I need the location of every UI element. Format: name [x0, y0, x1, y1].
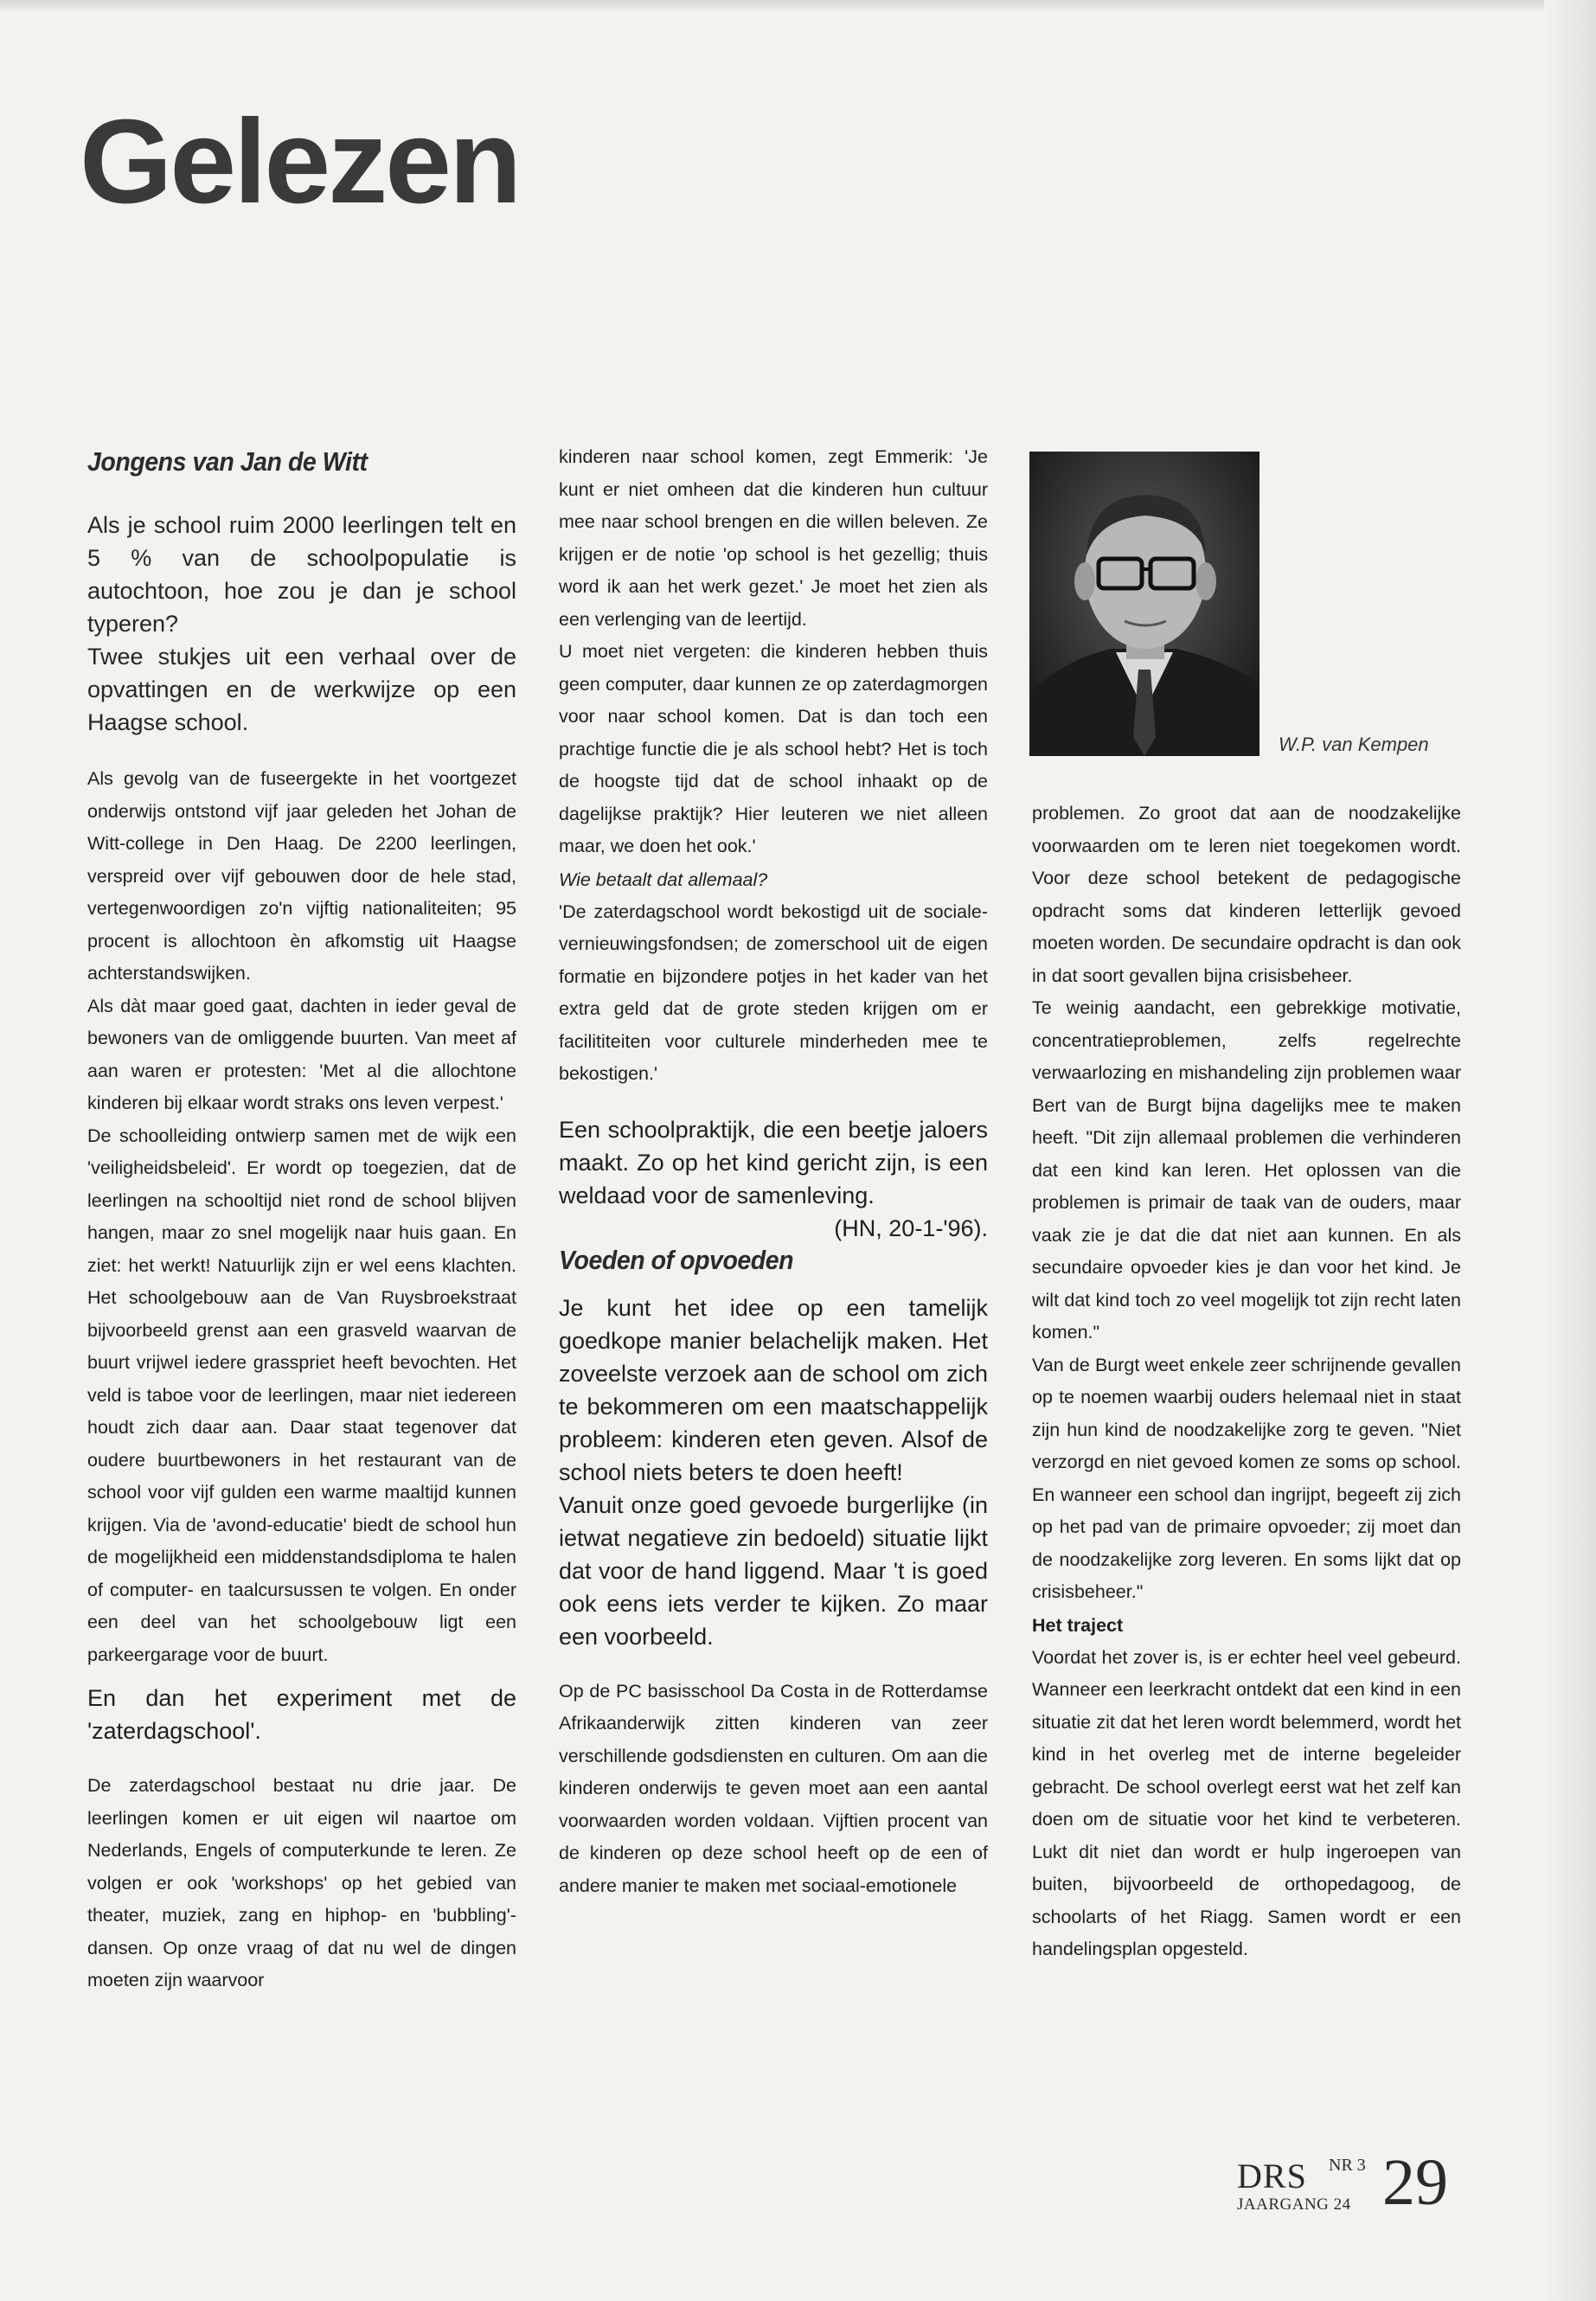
- body-paragraph: Van de Burgt weet enkele zeer schrijnende gevallen op te noemen waarbij ouders helemaal niet in staat zijn hun kind de noodzakelijke zorg te geven. "Niet verzorgd en niet gevoed komen ze soms op school. En wanneer een school dan ingrijpt, begeeft zij zich op het pad van de primaire opvoeder; zij moet dan de noodzakelijke zorg leveren. En soms lijkt dat op crisisbeheer.": [1032, 1354, 1461, 1602]
- portrait-photo: [1029, 452, 1259, 756]
- body-paragraph: kinderen naar school komen, zegt Emmerik: 'Je kunt er niet omheen dat die kinderen hun cultuur mee naar school brengen en die willen beleven. Ze krijgen er de notie 'op school is het gezellig; thuis word ik aan het werk gezet.' Je moet het zien als een verlenging van de leertijd.: [559, 446, 988, 630]
- volume-label: JAARGANG 24: [1237, 2195, 1351, 2214]
- body-paragraph: Op de PC basisschool Da Costa in de Rotterdamse Afrikaanderwijk zitten kinderen van zeer verschillende godsdiensten en culturen. Om aan die kinderen onderwijs te geven moet aan een aantal voorwaarden worden voldaan. Vijftien procent van de kinderen op deze school heeft op de een of andere manier te maken met sociaal-emotionele: [559, 1680, 988, 1896]
- column-2: [559, 441, 988, 1902]
- lede-paragraph: Twee stukjes uit een verhaal over de opvattingen en de werkwijze op een Haagse school.: [87, 644, 516, 735]
- body-paragraph: De zaterdagschool bestaat nu drie jaar. De leerlingen komen er uit eigen wil naartoe om Nederlands, Engels of computerkunde te leren. Ze volgen er ook 'workshops' op het gebied van theater, muziek, zang en hiphop- en 'bubbling'-dansen. Op onze vraag of dat nu wel de dingen moeten zijn waarvoor: [87, 1775, 516, 1990]
- portrait-image: [1029, 452, 1259, 756]
- subheading: Wie betaalt dat allemaal?: [559, 868, 768, 890]
- subheading: Het traject: [1032, 1614, 1124, 1636]
- page-edge: [0, 0, 1596, 12]
- closing-text: Een schoolpraktijk, die een beetje jaloers maakt. Zo op het kind gericht zijn, is een weldaad voor de samenleving.: [559, 1116, 988, 1208]
- body-paragraph: Te weinig aandacht, een gebrekkige motivatie, concentratieproblemen, zelfs regelrechte verwaarlozing en mishandeling zijn problemen waar Bert van de Burgt bijna dagelijks mee te maken heeft. "Dit zijn allemaal problemen die verhinderen dat een kind kan leren. Het oplossen van die problemen is primair de taak van de ouders, maar vaak zie je dat die dat niet aan kunnen. En als secundaire opvoeder kies je dan voor het kind. Je wilt dat kind toch zo veel mogelijk tot zijn recht laten komen.": [1032, 997, 1461, 1343]
- lede-paragraph: Als je school ruim 2000 leerlingen telt en 5 % van de schoolpopulatie is autochtoon, hoe zou je dan je school typeren?: [87, 512, 516, 637]
- column-1: [87, 438, 516, 1997]
- photo-caption: W.P. van Kempen: [1279, 734, 1429, 755]
- body-paragraph: De schoolleiding ontwierp samen met de wijk een 'veiligheidsbeleid'. Er wordt op toegezien, dat de leerlingen na schooltijd niet rond de school blijven hangen, maar zo snel mogelijk naar huis gaan. En ziet: het werkt! Natuurlijk zijn er wel eens klachten. Het schoolgebouw aan de Van Ruysbroekstraat bijvoorbeeld grenst aan een grasveld waarvan de buurt vrijwel iedere grasspriet heeft bevochten. Het veld is taboe voor de leerlingen, maar niet iedereen houdt zich daar aan. Daar staat tegenover dat oudere buurtbewoners in het restaurant van de school voor vijf gulden een warme maaltijd kunnen krijgen. Via de 'avond-educatie' biedt de school hun de mogelijkheid een middenstandsdiploma te halen of computer- en taalcursussen te volgen. En onder een deel van het schoolgebouw ligt een parkeergarage voor de buurt.: [87, 1125, 516, 1665]
- page-binding-shadow: [1544, 0, 1596, 2301]
- lede-paragraph: Je kunt het idee op een tamelijk goedkope manier belachelijk maken. Het zoveelste verzoek aan de school om zich te bekommeren om een maatschappelijk probleem: kinderen eten geven. Alsof de school niets beters te doen heeft!: [559, 1294, 988, 1485]
- lede-paragraph: Vanuit onze goed gevoede burgerlijke (in ietwat negatieve zin bedoeld) situatie lijkt dat voor de hand liggend. Maar 't is goed ook eens iets verder te kijken. Zo maar een voorbeeld.: [559, 1491, 988, 1650]
- article-title: Jongens van Jan de Witt: [87, 446, 368, 477]
- page-number: 29: [1382, 2146, 1448, 2219]
- body-paragraph: Als dàt maar goed gaat, dachten in ieder geval de bewoners van de omliggende buurten. Van meet af aan waren er protesten: 'Met al die allochtone kinderen bij elkaar wordt straks ons leven verpest.': [87, 995, 516, 1113]
- column-3: [1032, 798, 1461, 1966]
- article-title: Voeden of opvoeden: [559, 1244, 794, 1275]
- article-lede: [87, 509, 516, 739]
- closing-paragraph: [559, 1113, 988, 1241]
- page-footer: [1237, 2146, 1462, 2221]
- section-title: Gelezen: [80, 95, 520, 228]
- issue-number: NR 3: [1329, 2156, 1366, 2175]
- magazine-name: DRS: [1237, 2157, 1307, 2195]
- body-paragraph: 'De zaterdagschool wordt bekostigd uit de sociale-vernieuwingsfondsen; de zomerschool uit de eigen formatie en bijzondere potjes in het kader van het extra geld dat de grote steden krijgen om er facilititeiten voor culturele minderheden mee te bekostigen.': [559, 901, 988, 1084]
- body-paragraph: problemen. Zo groot dat aan de noodzakelijke voorwaarden om te leren niet toegekomen wordt. Voor deze school betekent de pedagogische opdracht soms dat kinderen letterlijk gevoed moeten worden. De secundaire opdracht is dan ook in dat soort gevallen bijna crisisbeheer.: [1032, 803, 1461, 986]
- body-paragraph: U moet niet vergeten: die kinderen hebben thuis geen computer, daar kunnen ze op zaterdagmorgen voor naar school komen. Dat is dan toch een prachtige functie die je als school hebt? Het is toch de hoogste tijd dat de school inhaakt op de dagelijkse praktijk? Hier leuteren we niet alleen maar, we doen het ook.': [559, 641, 988, 856]
- body-paragraph: Als gevolg van de fuseergekte in het voortgezet onderwijs ontstond vijf jaar geleden het Johan de Witt-college in Den Haag. De 2200 leerlingen, verspreid over vijf gebouwen door de hele stad, vertegenwoordigen zo'n vijftig nationaliteiten; 95 procent is allochtoon èn afkomstig uit Haagse achterstandswijken.: [87, 768, 516, 984]
- lead-paragraph: En dan het experiment met de 'zaterdagschool'.: [87, 1685, 516, 1744]
- source-citation: (HN, 20-1-'96).: [834, 1215, 988, 1241]
- body-paragraph: Voordat het zover is, is er echter heel veel gebeurd. Wanneer een leerkracht ontdekt dat een kind in een situatie zit dat het leren wordt belemmerd, wordt het kind in het overleg met de interne begeleider gebracht. De school overlegt eerst wat het zelf kan doen om de situatie voor het kind te verbeteren. Lukt dit niet dan wordt er hulp ingeroepen van buiten, bijvoorbeeld de orthopedagoog, de schoolarts of het Riagg. Samen wordt er een handelingsplan opgesteld.: [1032, 1646, 1461, 1959]
